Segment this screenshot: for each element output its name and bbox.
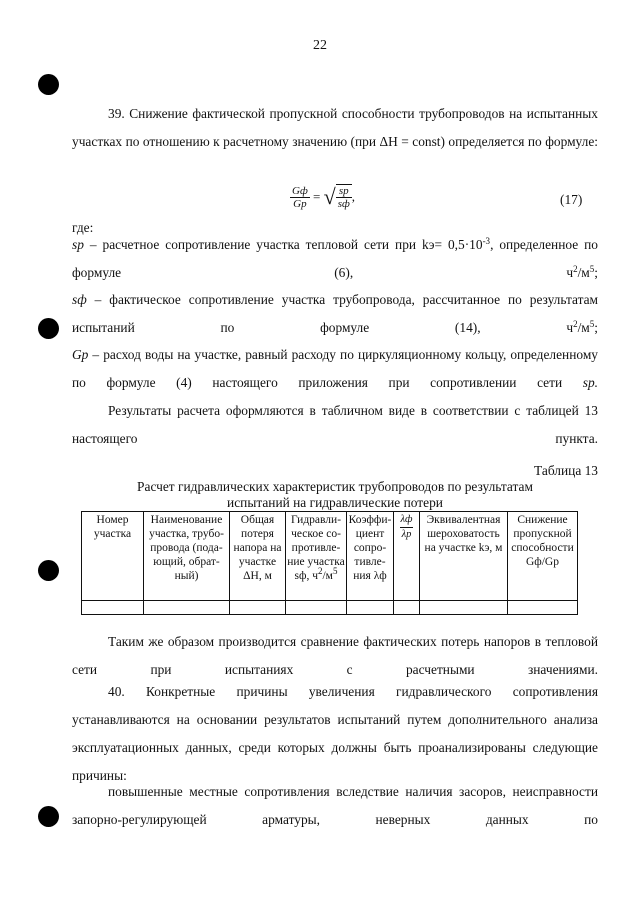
col-header-lambda-ratio: λф λр: [394, 512, 420, 601]
col-header-resistance: Гидравли-ческое со-противле-ние участка sф, $ч^2/м^5$: [286, 512, 347, 601]
where-label: где:: [72, 220, 94, 235]
definition-sp: sр – расчетное сопротивление участка тепловой сети при $kэ= 0,5\cdot 10^{-3}$, определенное по формуле (6), $ч^2/м^5$;: [72, 236, 599, 280]
col-header-name: Наименование участка, трубо-провода (пода-ющий, обрат-ный): [144, 512, 230, 601]
results-paragraph: Результаты расчета оформляются в табличном виде в соответствии с таблицей 13 настоящего пункта.: [72, 403, 598, 446]
col-header-coefficient: Коэффи-циент сопро-тивле-ния λф: [347, 512, 394, 601]
table-label: Таблица 13: [534, 463, 598, 478]
punch-hole-mid: [38, 318, 59, 339]
col-header-number: Номер участка: [82, 512, 144, 601]
table-title-line1: Расчет гидравлических характеристик трубопроводов по результатам: [137, 479, 533, 494]
col-header-roughness: Эквивалентная шероховатость на участке kэ, м: [420, 512, 508, 601]
equation-number: (17): [560, 192, 583, 207]
after-table-paragraph: Таким же образом производится сравнение фактических потерь напоров в тепловой сети при испытаниях с расчетными значениями.: [72, 634, 598, 677]
col-header-capacity-drop: Снижение пропускной способности Gф/Gр: [508, 512, 578, 601]
punch-hole-bottom: [38, 806, 59, 827]
table-title-line2: испытаний на гидравлические потери: [227, 495, 443, 510]
page-number: 22: [313, 38, 327, 53]
punch-hole-top: [38, 74, 59, 95]
table-row: [82, 601, 578, 615]
reason-item-1: повышенные местные сопротивления вследствие наличия засоров, неисправности запорно-регулирующей арматуры, неверных данных по: [72, 784, 598, 827]
table-13: [81, 511, 578, 615]
col-header-head-loss: Общая потеря напора на участке ΔH, м: [230, 512, 286, 601]
paragraph-40: 40. Конкретные причины увеличения гидравлического сопротивления устанавливаются на основании результатов испытаний путем дополнительного анализа эксплуатационных данных, среди которых должны быть проанализированы следующие причины:: [72, 684, 598, 783]
definition-gp: Gр – расход воды на участке, равный расходу по циркуляционному кольцу, определенному по формуле (4) настоящего приложения при сопротивлении сети sр.: [72, 347, 598, 390]
paragraph-39: 39. Снижение фактической пропускной способности трубопроводов на испытанных участках по отношению к расчетному значению (при ΔH = const) определяется по формуле:: [72, 106, 598, 149]
punch-hole-lower: [38, 560, 59, 581]
formula-17: $\frac{Gф}{Gр}$ = √ $\frac{sр}{sф}$ ,: [292, 184, 356, 210]
definition-sf: sф – фактическое сопротивление участка трубопровода, рассчитанное по результатам испытаний по формуле (14), $ч^2/м^5$;: [72, 292, 598, 335]
